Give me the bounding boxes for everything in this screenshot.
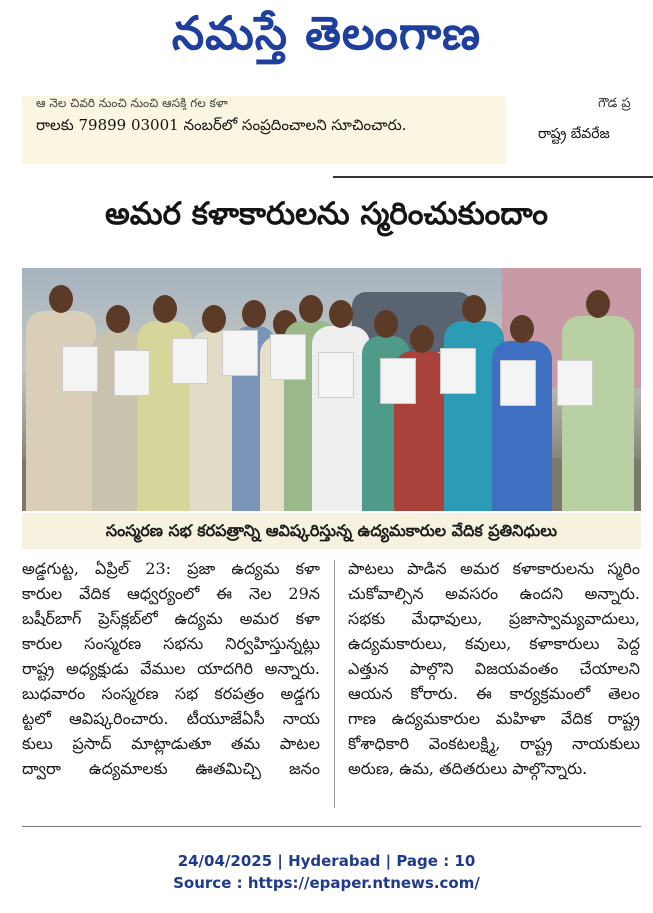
article-line: బషీర్‌బాగ్ ప్రెస్‌క్లబ్‌లో ఉద్యమ అమర కళా [22,609,320,628]
partial-text-line: ఆ నెల చివరి నుంచి నుంచి ఆసక్తి గల కళా [36,96,228,110]
footer-divider [22,826,641,827]
photo-caption: సంస్మరణ సభ కరపత్రాన్ని ఆవిష్కరిస్తున్న ఉద్యమకారుల వేదిక ప్రతినిధులు [22,513,641,549]
article-line: బుధవారం సంస్మరణ సభ కరపత్రం అడ్డగు [22,684,320,703]
adjacent-scrap-1: గౌడ ప్ర [598,96,631,111]
article-line: గాణ ఉద్యమకారుల మహిళా వేదిక రాష్ట్ర [348,709,640,728]
article-line: కారుల వేదిక ఆధ్వర్యంలో ఈ నెల 29న [22,584,320,603]
photo-pamphlet [172,338,208,384]
photo-pamphlet [222,330,258,376]
photo-pamphlet [62,346,98,392]
article-line: ద్వారా ఉద్యమాలకు ఊతమిచ్చి జనం [22,759,320,778]
masthead-title: నమస్తే తెలంగాణ [171,6,482,60]
previous-article-line: రాలకు 79899 03001 నంబర్‌లో సంప్రదించాలని సూచించారు. [36,116,407,134]
article-line: ఉద్యమకారులు, కవులు, కళాకారులు పెద్ద [348,634,640,653]
article-line: కారుల సంస్మరణ సభను నిర్వహిస్తున్నట్లు [22,634,320,653]
photo-pamphlet [114,350,150,396]
photo-person [562,316,634,511]
photo-pamphlet [557,360,593,406]
article-line: ఎత్తున పాల్గొని విజయవంతం చేయాలని [348,659,640,678]
adjacent-article-snippet [528,96,653,156]
article-line: ట్టలో ఆవిష్కరించారు. టీయూజేఏసీ నాయ [22,709,320,728]
article-line: ఆయన కోరారు. ఈ కార్యక్రమంలో తెలం [348,684,640,703]
article-column-right [348,556,640,781]
article-line: రాష్ట్ర అధ్యక్షుడు వేముల యాదగిరి అన్నారు. [22,659,320,678]
article-line: అడ్డగుట్ట, ఏప్రిల్ 23: ప్రజా ఉద్యమ కళా [22,559,320,578]
article-headline: అమర కళాకారులను స్మరించుకుందాం [104,196,549,232]
article-line: అరుణ, ఉమ, తదితరులు పాల్గొన్నారు. [348,759,588,778]
article-column-left [22,556,320,781]
photo-pamphlet [500,360,536,406]
article-line: సభకు మేధావులు, ప్రజాస్వామ్యవాదులు, [348,609,640,628]
photo-pamphlet [380,358,416,404]
section-divider [333,176,653,178]
photo-pamphlet [440,348,476,394]
article-line: పాటలు పాడిన అమర కళాకారులను స్మరిం [348,559,640,578]
photo-pamphlet [270,334,306,380]
photo-pamphlet [318,352,354,398]
footer-date-edition: 24/04/2025 | Hyderabad | Page : 10 [177,852,476,870]
footer-source-link[interactable]: Source : https://epaper.ntnews.com/ [173,874,480,892]
adjacent-scrap-2: రాష్ట్ర బేవరేజ [538,126,610,142]
article-line: చుకోవాల్సిన అవసరం ఉందని అన్నారు. [348,584,640,603]
article-line: కులు ప్రసాద్ మాట్లాడుతూ తమ పాటల [22,734,320,753]
photo-person [26,311,96,511]
column-divider [334,560,335,808]
previous-article-snippet [22,96,506,164]
article-line: కోశాధికారి వెంకటలక్ష్మి, రాష్ట్ర నాయకులు [348,734,640,753]
article-photo [22,268,641,511]
masthead [0,0,653,80]
